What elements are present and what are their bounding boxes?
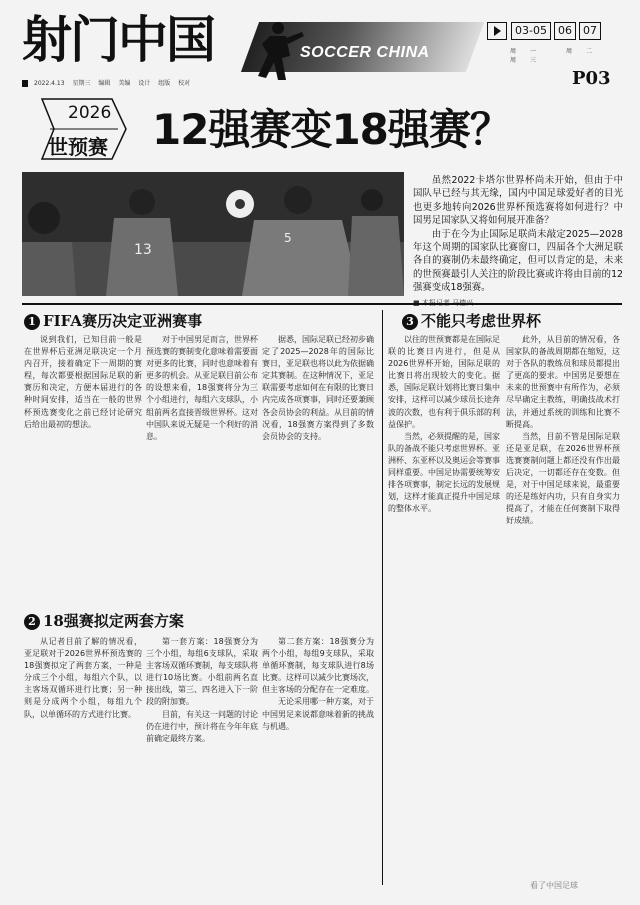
section-title: 18强赛拟定两套方案 bbox=[43, 612, 184, 630]
date-box: 03-05 bbox=[511, 22, 551, 40]
column-divider bbox=[382, 310, 383, 885]
newspaper-logo: 射门中国 bbox=[22, 10, 214, 69]
article-column: 据悉，国际足联已经初步确定了2025—2028年的国际比赛日，亚足联也将以此为依据确定其赛制。在这种情况下，亚足联需要考虑如何在有限的比赛日内完成各项赛事，同时还要兼顾各会员协会的利益。从目前的情况看，18强赛方案得到了多数会员协会的支持。 bbox=[262, 335, 374, 441]
svg-text:13: 13 bbox=[134, 242, 152, 258]
info-date: 2022.4.13 bbox=[34, 80, 65, 87]
kicker-year: 2026 bbox=[68, 103, 112, 123]
lead-paragraphs bbox=[413, 174, 623, 310]
article-column: 第一套方案：18强赛分为三个小组，每组6支球队，采取主客场双循环赛制，每支球队将进行10场比赛。小组前两名直接出线，第三、四名进入下一阶段的附加赛。 目前，有关这一问题的讨论仍在进行中，预计将在今年年底前确定最终方案。 bbox=[146, 637, 258, 743]
section-heading bbox=[24, 610, 184, 631]
lead-paragraph: 虽然2022卡塔尔世界杯尚未开始，但由于中国队早已经与其无缘，国内中国足球爱好者的目光也更多地转向2026世界杯预选赛将如何进行？中国男足国家队又将如何展开准备？ bbox=[413, 175, 623, 227]
info-design: 设计 bbox=[138, 80, 151, 87]
info-art: 美编 bbox=[118, 80, 131, 87]
section-number: 1 bbox=[24, 314, 40, 330]
date-box: 07 bbox=[579, 22, 601, 40]
article-column: 从记者目前了解的情况看，亚足联对于2026世界杯预选赛的18强赛拟定了两套方案，一种是分成三个小组，每组六个队，以主客场双循环进行比赛；另一种则是分成两个小组，每组九个队，以单循环的方式进行比赛。 bbox=[24, 637, 142, 719]
week-labels: 周一 周二 周三 bbox=[510, 48, 606, 64]
info-layout: 组版 bbox=[158, 80, 171, 87]
masthead-info-bar bbox=[22, 78, 252, 90]
info-proof: 校对 bbox=[178, 80, 191, 87]
article-column: 此外，从目前的情况看，各国家队的备战周期都在缩短，这对于各队的教练员和球员都提出了更高的要求。中国男足要想在未来的世预赛中有所作为，必须尽早确定主教练，明确技战术打法，并通过系统的训练和比赛不断提高。 当然，目前不管是国际足联还是亚足联，在2026世界杯预选赛赛制问题上都还没有作出最后决定，一切都还存在变数。但是，对于中国足球来说，最重要的还是练好内功，只有自身实力提高了，才能在任何赛制下取得好成绩。 bbox=[506, 335, 620, 526]
svg-text:5: 5 bbox=[284, 231, 292, 245]
match-photo bbox=[22, 172, 404, 296]
headline-title: 12强赛变18强赛？ bbox=[152, 105, 511, 154]
article-column: 第二套方案：18强赛分为两个小组，每组9支球队，采取单循环赛制，每支球队进行8场比赛。这样可以减少比赛场次，但主客场的分配存在一定难度。 无论采用哪一种方案，对于中国男足来说都意味着新的挑战与机遇。 bbox=[262, 637, 374, 731]
watermark-text: 看了中国足球 bbox=[530, 881, 578, 890]
section-title: FIFA赛历决定亚洲赛事 bbox=[43, 312, 203, 330]
article-column: 对于中国男足而言，世界杯预选赛的赛制变化意味着需要面对更多的比赛，同时也意味着有更多的机会。从亚足联目前公布的设想来看，18强赛将分为三个小组进行，每组六支球队，小组前两名直接晋级世界杯。这对中国队来说无疑是一个利好的消息。 bbox=[146, 335, 258, 441]
info-tag bbox=[22, 80, 28, 87]
section-number: 3 bbox=[402, 314, 418, 330]
section-number: 2 bbox=[24, 614, 40, 630]
divider bbox=[22, 303, 622, 305]
date-box-row bbox=[487, 22, 604, 42]
masthead bbox=[0, 0, 640, 92]
info-editor: 编辑 bbox=[98, 80, 111, 87]
section-title: 不能只考虑世界杯 bbox=[421, 312, 542, 330]
match-photo-illustration bbox=[22, 172, 404, 296]
play-icon bbox=[487, 22, 507, 40]
section-heading bbox=[24, 310, 202, 331]
article-column: 说到我们，已知目前一般是在世界杯后亚洲足联决定一个月内召开，接着确定下一周期的赛程，每次都要根据国际足联的新赛历和决定，方便本届进行的各种时间安排，适当在一般的世界杯预选赛变化之前已经讨论研究后给出最初的想法。 bbox=[24, 335, 142, 429]
article-column: 以往的世预赛都是在国际足联的比赛日内进行，但是从2026世界杯开始，国际足联的比赛日将出现较大的变化。据悉，国际足联计划将比赛日集中安排，这样可以减少球员长途奔波的次数，也有利于俱乐部的利益保护。 当然，必须提醒的是，国家队的备战不能只考虑世界杯。亚洲杯、东亚杯以及奥运会等赛事同样重要。中国足协需要统筹安排各项赛事，制定长远的发展规划，这样才能真正提升中国足球的整体水平。 bbox=[388, 335, 500, 514]
page-number: P03 bbox=[572, 68, 611, 89]
date-box: 06 bbox=[554, 22, 576, 40]
info-weekday: 星期三 bbox=[72, 80, 91, 87]
soccer-china-wordmark: SOCCER CHINA bbox=[300, 44, 430, 61]
kicker-label: 世预赛 bbox=[48, 135, 108, 159]
section-heading bbox=[402, 310, 541, 331]
lead-paragraph: 由于在今为止国际足联尚未敲定2025—2028年这个周期的国家队比赛窗口，四届各个大洲足联各自的赛制仍未最终确定，但可以肯定的是，未来的世预赛最引人关注的阶段比赛或许将由目前的12强赛变成18强赛。 bbox=[413, 228, 623, 294]
